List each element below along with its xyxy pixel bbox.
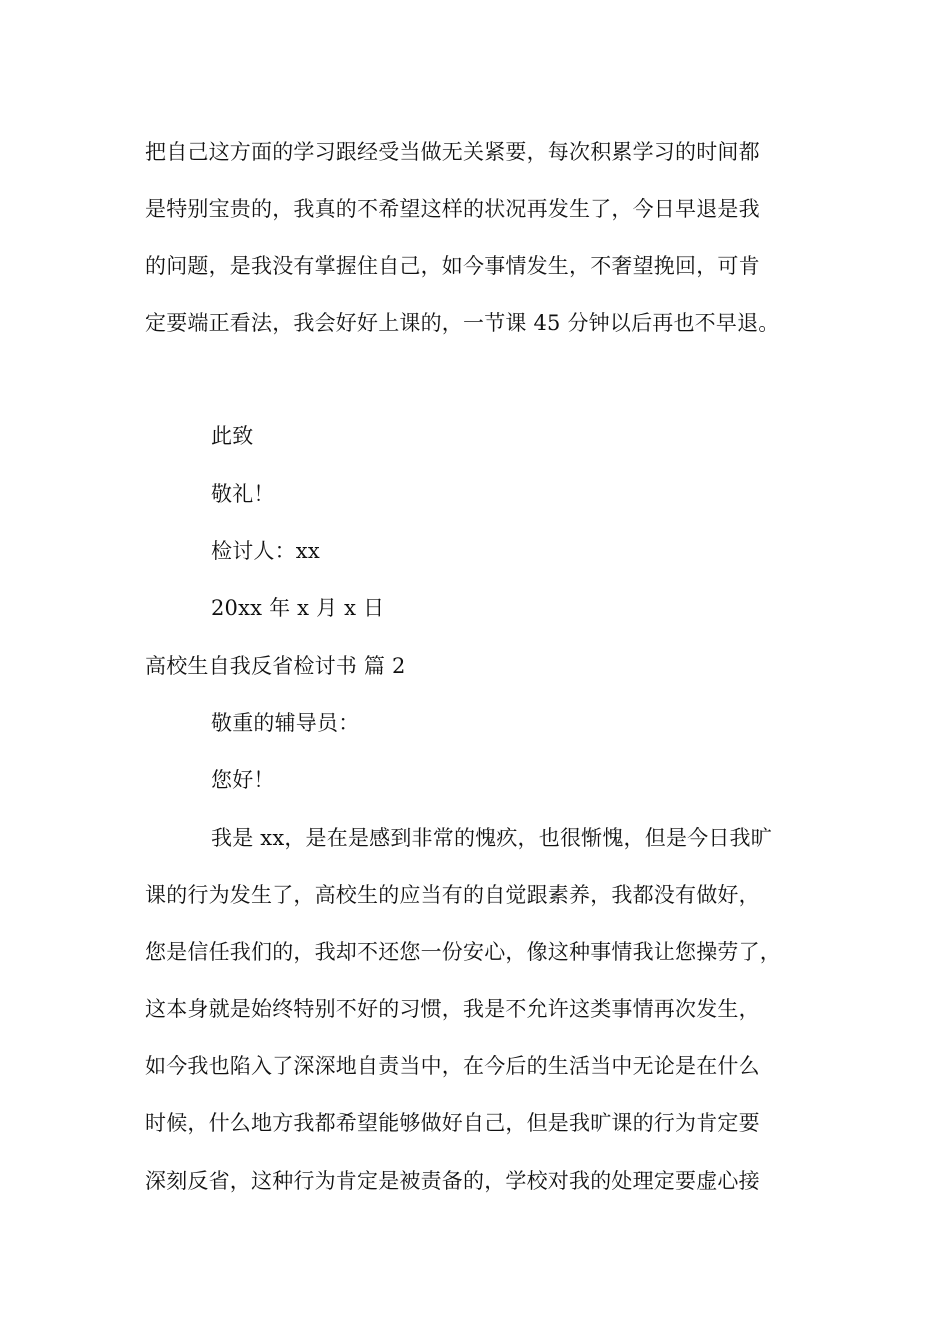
paragraph-line: 把自己这方面的学习跟经受当做无关紧要，每次积累学习的时间都 (145, 140, 760, 164)
hello-line: 您好！ (211, 768, 275, 792)
paragraph-line: 的问题，是我没有掌握住自己，如今事情发生，不奢望挽回，可肯 (145, 254, 760, 278)
paragraph-line: 如今我也陷入了深深地自责当中，在今后的生活当中无论是在什么 (145, 1054, 760, 1078)
section-title: 高校生自我反省检讨书 篇 2 (145, 654, 406, 678)
paragraph-line: 课的行为发生了，高校生的应当有的自觉跟素养，我都没有做好， (145, 883, 760, 907)
paragraph-line: 深刻反省，这种行为肯定是被责备的，学校对我的处理定要虚心接 (145, 1169, 760, 1193)
closing-greeting: 此致 (211, 424, 254, 448)
date-line: 20xx 年 x 月 x 日 (211, 596, 385, 620)
paragraph-line: 定要端正看法，我会好好上课的，一节课 45 分钟以后再也不早退。 (145, 311, 780, 335)
paragraph-line: 是特别宝贵的，我真的不希望这样的状况再发生了，今日早退是我 (145, 197, 760, 221)
signer-line: 检讨人：xx (211, 539, 320, 563)
addressee-line: 敬重的辅导员： (211, 711, 360, 735)
paragraph-line: 时候，什么地方我都希望能够做好自己，但是我旷课的行为肯定要 (145, 1111, 760, 1135)
paragraph-line: 您是信任我们的，我却不还您一份安心，像这种事情我让您操劳了， (145, 940, 781, 964)
paragraph-line: 我是 xx，是在是感到非常的愧疚，也很惭愧，但是今日我旷 (211, 826, 772, 850)
closing-salute: 敬礼！ (211, 482, 275, 506)
paragraph-line: 这本身就是始终特别不好的习惯，我是不允许这类事情再次发生， (145, 997, 760, 1021)
